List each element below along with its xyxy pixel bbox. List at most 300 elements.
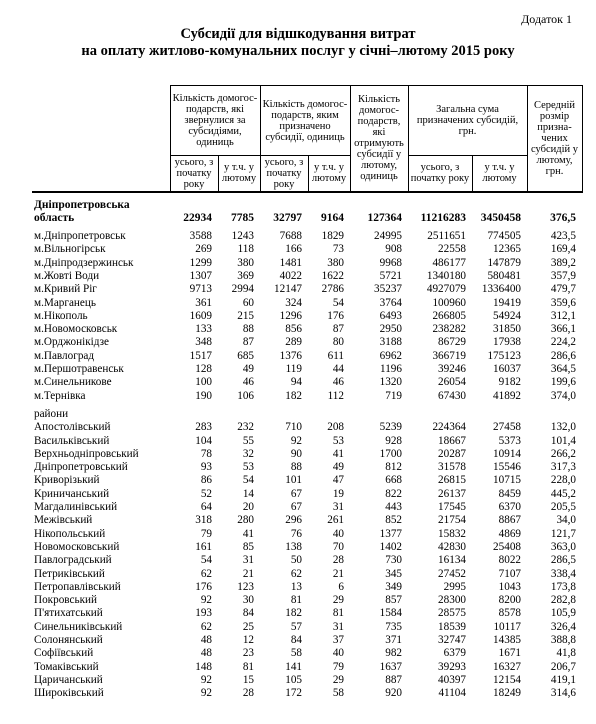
row-value: 105,9 bbox=[550, 607, 577, 620]
row-value: 8022 bbox=[498, 554, 522, 567]
header-assigned-ytd: усього, з початку року bbox=[260, 156, 308, 192]
row-value: 40 bbox=[332, 527, 344, 540]
row-value: 173,8 bbox=[550, 580, 577, 593]
row-value: 774505 bbox=[487, 230, 522, 243]
header-assigned-feb: у т.ч. у лютому bbox=[308, 156, 350, 192]
row-value: 1637 bbox=[379, 660, 402, 673]
row-value: 17938 bbox=[493, 336, 522, 349]
row-value: 10715 bbox=[493, 474, 522, 487]
row-value: 41 bbox=[242, 527, 254, 540]
row-value: 206,7 bbox=[550, 660, 577, 673]
row-value: 141 bbox=[285, 660, 302, 673]
row-name: Верхньодніпровський bbox=[34, 447, 139, 460]
row-value: 852 bbox=[385, 514, 402, 527]
row-value: 6962 bbox=[379, 349, 402, 362]
region-value: 32797 bbox=[273, 211, 302, 224]
table-row bbox=[32, 461, 582, 474]
row-value: 6493 bbox=[379, 309, 402, 322]
row-value: 2950 bbox=[379, 323, 402, 336]
row-value: 81 bbox=[332, 607, 344, 620]
row-value: 53 bbox=[242, 461, 254, 474]
row-value: 28 bbox=[242, 687, 254, 700]
table-row bbox=[32, 421, 582, 434]
row-value: 16134 bbox=[438, 554, 466, 567]
row-value: 25408 bbox=[493, 540, 522, 553]
row-value: 84 bbox=[242, 607, 254, 620]
row-value: 176 bbox=[195, 580, 212, 593]
row-value: 18249 bbox=[493, 687, 522, 700]
row-value: 35237 bbox=[374, 283, 402, 296]
row-value: 27458 bbox=[493, 421, 522, 434]
region-row-values bbox=[32, 212, 582, 225]
row-value: 208 bbox=[327, 421, 344, 434]
row-value: 1307 bbox=[189, 269, 212, 282]
table-body bbox=[32, 192, 582, 701]
row-value: 920 bbox=[385, 687, 402, 700]
row-value: 42830 bbox=[438, 540, 466, 553]
row-value: 6370 bbox=[498, 501, 522, 514]
row-value: 2786 bbox=[321, 283, 344, 296]
row-value: 40 bbox=[332, 647, 344, 660]
row-value: 1340180 bbox=[426, 269, 466, 282]
row-value: 37 bbox=[332, 634, 344, 646]
row-value: 982 bbox=[385, 647, 402, 660]
subsidies-table bbox=[32, 85, 583, 700]
row-value: 719 bbox=[385, 389, 402, 402]
row-name: П'ятихатський bbox=[34, 607, 103, 620]
row-name: Широківський bbox=[34, 687, 104, 700]
row-value: 175123 bbox=[487, 349, 522, 362]
row-value: 1584 bbox=[379, 607, 402, 620]
districts-section-label: райони bbox=[34, 407, 69, 420]
row-value: 30 bbox=[242, 594, 254, 607]
row-value: 359,6 bbox=[550, 296, 577, 309]
row-value: 228,0 bbox=[550, 474, 577, 487]
row-name: Покровський bbox=[34, 594, 97, 607]
row-value: 31 bbox=[332, 620, 344, 633]
table-row bbox=[32, 323, 582, 336]
row-value: 349 bbox=[385, 580, 402, 593]
row-value: 29 bbox=[332, 673, 344, 686]
row-value: 317,3 bbox=[550, 461, 577, 474]
row-value: 193 bbox=[195, 607, 212, 620]
row-value: 1296 bbox=[279, 309, 302, 322]
table-row bbox=[32, 310, 582, 323]
row-value: 67430 bbox=[438, 389, 466, 402]
row-name: Петропавлівський bbox=[34, 580, 121, 593]
table-row bbox=[32, 448, 582, 461]
row-name: Софіївський bbox=[34, 647, 94, 660]
row-value: 25 bbox=[242, 620, 254, 633]
row-value: 388,8 bbox=[550, 634, 577, 646]
row-value: 4869 bbox=[498, 527, 522, 540]
row-name: м.Марганець bbox=[34, 296, 96, 309]
row-value: 70 bbox=[332, 540, 344, 553]
row-value: 26137 bbox=[438, 487, 466, 500]
table-row bbox=[32, 541, 582, 554]
header-applied-feb: у т.ч. у лютому bbox=[218, 156, 260, 192]
row-value: 17545 bbox=[438, 501, 466, 514]
row-name: м.Вільногірськ bbox=[34, 243, 106, 256]
annex-label: Додаток 1 bbox=[521, 12, 572, 26]
row-value: 283 bbox=[195, 421, 212, 434]
header-total-sum: Загальна сума призначених субсидій, грн. bbox=[408, 86, 527, 156]
row-value: 166 bbox=[285, 243, 302, 256]
row-value: 15 bbox=[242, 673, 254, 686]
row-value: 84 bbox=[290, 634, 302, 646]
row-value: 138 bbox=[285, 540, 302, 553]
row-value: 106 bbox=[237, 389, 254, 402]
row-value: 1609 bbox=[189, 309, 212, 322]
row-value: 2994 bbox=[231, 283, 254, 296]
row-value: 81 bbox=[242, 660, 254, 673]
row-value: 27452 bbox=[438, 567, 466, 580]
table-row bbox=[32, 376, 582, 389]
row-value: 44 bbox=[332, 363, 344, 376]
row-value: 16327 bbox=[493, 660, 522, 673]
row-value: 182 bbox=[285, 607, 302, 620]
row-value: 361 bbox=[195, 296, 212, 309]
row-name: Новомосковський bbox=[34, 540, 120, 553]
row-value: 1671 bbox=[498, 647, 522, 660]
table-row bbox=[32, 243, 582, 256]
header-applied: Кількість домогос-подарств, які звернулися за субсидіями, одиниць bbox=[170, 86, 260, 156]
row-value: 49 bbox=[332, 461, 344, 474]
row-value: 48 bbox=[200, 647, 212, 660]
row-value: 73 bbox=[332, 243, 344, 256]
table-row bbox=[32, 283, 582, 296]
row-value: 928 bbox=[385, 434, 402, 447]
row-value: 79 bbox=[332, 660, 344, 673]
row-value: 93 bbox=[200, 461, 212, 474]
table-row bbox=[32, 554, 582, 567]
row-value: 13 bbox=[290, 580, 302, 593]
row-value: 41,8 bbox=[556, 647, 577, 660]
row-value: 19 bbox=[332, 487, 344, 500]
row-value: 685 bbox=[237, 349, 254, 362]
row-value: 856 bbox=[285, 323, 302, 336]
row-value: 312,1 bbox=[550, 309, 577, 322]
row-value: 12 bbox=[242, 634, 254, 646]
row-value: 324 bbox=[285, 296, 302, 309]
row-value: 266,2 bbox=[550, 447, 577, 460]
row-value: 289 bbox=[285, 336, 302, 349]
row-value: 58 bbox=[290, 647, 302, 660]
row-value: 238282 bbox=[432, 323, 466, 336]
row-value: 286,6 bbox=[550, 349, 577, 362]
row-value: 7107 bbox=[498, 567, 522, 580]
row-value: 282,8 bbox=[550, 594, 577, 607]
region-value: 3450458 bbox=[480, 211, 522, 224]
page-title-line-2: на оплату житлово-комунальних послуг у січні–лютому 2015 року bbox=[81, 43, 515, 59]
row-value: 12154 bbox=[493, 673, 522, 686]
row-value: 357,9 bbox=[550, 269, 577, 282]
row-value: 161 bbox=[195, 540, 212, 553]
row-value: 88 bbox=[290, 461, 302, 474]
row-name: м.Орджонікідзе bbox=[34, 336, 109, 349]
row-name: Магдалинівський bbox=[34, 501, 118, 514]
row-value: 31 bbox=[242, 554, 254, 567]
row-value: 9182 bbox=[498, 376, 522, 389]
row-name: Петриківський bbox=[34, 567, 105, 580]
row-value: 1376 bbox=[279, 349, 302, 362]
row-value: 4022 bbox=[279, 269, 302, 282]
row-value: 100960 bbox=[432, 296, 466, 309]
row-name: Апостолівський bbox=[34, 421, 111, 434]
row-value: 121,7 bbox=[550, 527, 577, 540]
row-value: 10914 bbox=[493, 447, 522, 460]
row-value: 1243 bbox=[231, 230, 254, 243]
row-value: 41104 bbox=[438, 687, 466, 700]
region-value: 7785 bbox=[231, 211, 254, 224]
row-value: 486177 bbox=[432, 256, 466, 269]
table-row bbox=[32, 661, 582, 674]
row-value: 286,5 bbox=[550, 554, 577, 567]
row-value: 1622 bbox=[321, 269, 344, 282]
row-value: 46 bbox=[242, 376, 254, 389]
row-value: 21 bbox=[332, 567, 344, 580]
row-value: 15546 bbox=[493, 461, 522, 474]
row-value: 52 bbox=[200, 487, 212, 500]
row-value: 54924 bbox=[493, 309, 522, 322]
page-title-line-1: Субсидії для відшкодування витрат bbox=[180, 26, 416, 42]
row-value: 8578 bbox=[498, 607, 522, 620]
row-value: 887 bbox=[385, 673, 402, 686]
row-value: 5239 bbox=[379, 421, 402, 434]
row-value: 318 bbox=[195, 514, 212, 527]
row-value: 169,4 bbox=[550, 243, 577, 256]
row-value: 148 bbox=[195, 660, 212, 673]
header-average: Середній розмір призна-чених субсидій у лютому, грн. bbox=[527, 86, 582, 192]
row-name: м.Нікополь bbox=[34, 309, 88, 322]
row-value: 29 bbox=[332, 594, 344, 607]
row-value: 48 bbox=[200, 634, 212, 646]
row-value: 24995 bbox=[374, 230, 402, 243]
row-value: 133 bbox=[195, 323, 212, 336]
row-value: 1043 bbox=[498, 580, 522, 593]
row-name: Синельниківський bbox=[34, 620, 123, 633]
row-value: 62 bbox=[200, 567, 212, 580]
row-value: 710 bbox=[285, 421, 302, 434]
row-value: 100 bbox=[195, 376, 212, 389]
row-value: 338,4 bbox=[550, 567, 577, 580]
table-row bbox=[32, 297, 582, 310]
row-value: 580481 bbox=[487, 269, 522, 282]
table-row bbox=[32, 514, 582, 527]
row-value: 1336400 bbox=[481, 283, 522, 296]
row-value: 366,1 bbox=[550, 323, 577, 336]
row-value: 730 bbox=[385, 554, 402, 567]
row-name: м.Тернівка bbox=[34, 389, 86, 402]
row-value: 18539 bbox=[438, 620, 466, 633]
row-value: 4927079 bbox=[426, 283, 466, 296]
row-value: 822 bbox=[385, 487, 402, 500]
row-value: 85 bbox=[242, 540, 254, 553]
row-value: 3764 bbox=[379, 296, 402, 309]
row-value: 41 bbox=[332, 447, 344, 460]
row-name: Криворізький bbox=[34, 474, 100, 487]
table-row bbox=[32, 687, 582, 700]
row-value: 348 bbox=[195, 336, 212, 349]
table-row bbox=[32, 634, 582, 647]
row-value: 345 bbox=[385, 567, 402, 580]
row-value: 19419 bbox=[493, 296, 522, 309]
row-value: 1377 bbox=[379, 527, 402, 540]
table-row bbox=[32, 350, 582, 363]
row-value: 49 bbox=[242, 363, 254, 376]
table-row bbox=[32, 270, 582, 283]
row-value: 8459 bbox=[498, 487, 522, 500]
header-receiving: Кількість домогос-подарств, які отримують субсидії у лютому, одиниць bbox=[350, 86, 408, 192]
row-value: 92 bbox=[200, 594, 212, 607]
row-name: м.Першотравенськ bbox=[34, 363, 124, 376]
row-name: Межівський bbox=[34, 514, 93, 527]
row-value: 132,0 bbox=[550, 421, 577, 434]
row-value: 88 bbox=[242, 323, 254, 336]
row-value: 5721 bbox=[379, 269, 402, 282]
table-row bbox=[32, 607, 582, 620]
row-value: 28300 bbox=[438, 594, 466, 607]
row-value: 62 bbox=[290, 567, 302, 580]
row-value: 296 bbox=[285, 514, 302, 527]
row-value: 419,1 bbox=[550, 673, 577, 686]
row-value: 9713 bbox=[189, 283, 212, 296]
row-value: 31578 bbox=[438, 461, 466, 474]
row-value: 86729 bbox=[438, 336, 466, 349]
table-row bbox=[32, 674, 582, 687]
row-value: 20 bbox=[242, 501, 254, 514]
row-value: 2995 bbox=[443, 580, 466, 593]
row-value: 47 bbox=[332, 474, 344, 487]
row-value: 20287 bbox=[438, 447, 466, 460]
row-value: 79 bbox=[200, 527, 212, 540]
table-row bbox=[32, 435, 582, 448]
row-value: 445,2 bbox=[550, 487, 577, 500]
row-value: 32747 bbox=[438, 634, 466, 646]
row-value: 101,4 bbox=[550, 434, 577, 447]
table-row bbox=[32, 621, 582, 634]
row-name: Васильківський bbox=[34, 434, 110, 447]
row-value: 6379 bbox=[443, 647, 466, 660]
row-value: 1481 bbox=[279, 256, 302, 269]
row-value: 443 bbox=[385, 501, 402, 514]
row-value: 28575 bbox=[438, 607, 466, 620]
row-value: 53 bbox=[332, 434, 344, 447]
row-value: 908 bbox=[385, 243, 402, 256]
row-value: 92 bbox=[200, 673, 212, 686]
row-name: Павлоградський bbox=[34, 554, 112, 567]
row-name: Нікопольський bbox=[34, 527, 106, 540]
row-value: 21 bbox=[242, 567, 254, 580]
row-value: 261 bbox=[327, 514, 344, 527]
row-value: 54 bbox=[242, 474, 254, 487]
row-value: 64 bbox=[200, 501, 212, 514]
row-value: 54 bbox=[200, 554, 212, 567]
row-value: 31850 bbox=[493, 323, 522, 336]
row-value: 78 bbox=[200, 447, 212, 460]
row-value: 67 bbox=[290, 501, 302, 514]
table-row bbox=[32, 528, 582, 541]
row-value: 105 bbox=[285, 673, 302, 686]
row-value: 1402 bbox=[379, 540, 402, 553]
region-value: 9164 bbox=[321, 211, 344, 224]
region-name-line-1: Дніпропетровська bbox=[34, 198, 130, 211]
row-name: Дніпропетровський bbox=[34, 461, 128, 474]
row-name: Томаківський bbox=[34, 660, 99, 673]
row-value: 118 bbox=[237, 243, 254, 256]
row-value: 6 bbox=[338, 580, 344, 593]
table-row bbox=[32, 568, 582, 581]
row-name: м.Новомосковськ bbox=[34, 323, 118, 336]
table-row bbox=[32, 336, 582, 349]
row-value: 224364 bbox=[432, 421, 466, 434]
row-value: 12147 bbox=[274, 283, 302, 296]
row-value: 57 bbox=[290, 620, 302, 633]
region-value: 11216283 bbox=[420, 211, 466, 224]
row-value: 215 bbox=[237, 309, 254, 322]
row-value: 857 bbox=[385, 594, 402, 607]
row-value: 54 bbox=[332, 296, 344, 309]
row-value: 26054 bbox=[438, 376, 466, 389]
row-value: 314,6 bbox=[550, 687, 577, 700]
row-value: 1320 bbox=[379, 376, 402, 389]
table-row bbox=[32, 647, 582, 660]
region-value: 376,5 bbox=[550, 211, 577, 224]
row-value: 3188 bbox=[379, 336, 402, 349]
row-value: 123 bbox=[237, 580, 254, 593]
row-value: 7688 bbox=[279, 230, 302, 243]
row-value: 371 bbox=[385, 634, 402, 646]
row-value: 62 bbox=[200, 620, 212, 633]
row-value: 8200 bbox=[498, 594, 522, 607]
row-value: 232 bbox=[237, 421, 254, 434]
row-value: 326,4 bbox=[550, 620, 577, 633]
row-value: 119 bbox=[285, 363, 302, 376]
row-value: 28 bbox=[332, 554, 344, 567]
row-value: 8867 bbox=[498, 514, 522, 527]
row-value: 32 bbox=[242, 447, 254, 460]
row-name: м.Жовті Води bbox=[34, 269, 100, 282]
row-name: Криничанський bbox=[34, 487, 110, 500]
row-value: 364,5 bbox=[550, 363, 577, 376]
row-value: 39293 bbox=[438, 660, 466, 673]
row-value: 39246 bbox=[438, 363, 466, 376]
row-value: 366719 bbox=[432, 349, 466, 362]
row-value: 128 bbox=[195, 363, 212, 376]
row-value: 172 bbox=[285, 687, 302, 700]
table-row bbox=[32, 594, 582, 607]
row-value: 31 bbox=[332, 501, 344, 514]
row-value: 269 bbox=[195, 243, 212, 256]
table-row bbox=[32, 474, 582, 487]
row-value: 10117 bbox=[493, 620, 522, 633]
row-value: 9968 bbox=[379, 256, 402, 269]
table-row bbox=[32, 581, 582, 594]
row-value: 90 bbox=[290, 447, 302, 460]
region-name-line-2: область bbox=[34, 211, 75, 224]
row-name: м.Кривий Ріг bbox=[34, 283, 97, 296]
row-value: 1196 bbox=[380, 363, 402, 376]
table-row bbox=[32, 390, 582, 403]
row-value: 2511651 bbox=[427, 230, 466, 243]
row-value: 479,7 bbox=[550, 283, 577, 296]
row-value: 3588 bbox=[189, 230, 212, 243]
row-value: 16037 bbox=[493, 363, 522, 376]
row-value: 14 bbox=[242, 487, 254, 500]
row-value: 21754 bbox=[438, 514, 466, 527]
row-value: 369 bbox=[237, 269, 254, 282]
row-value: 12365 bbox=[493, 243, 522, 256]
